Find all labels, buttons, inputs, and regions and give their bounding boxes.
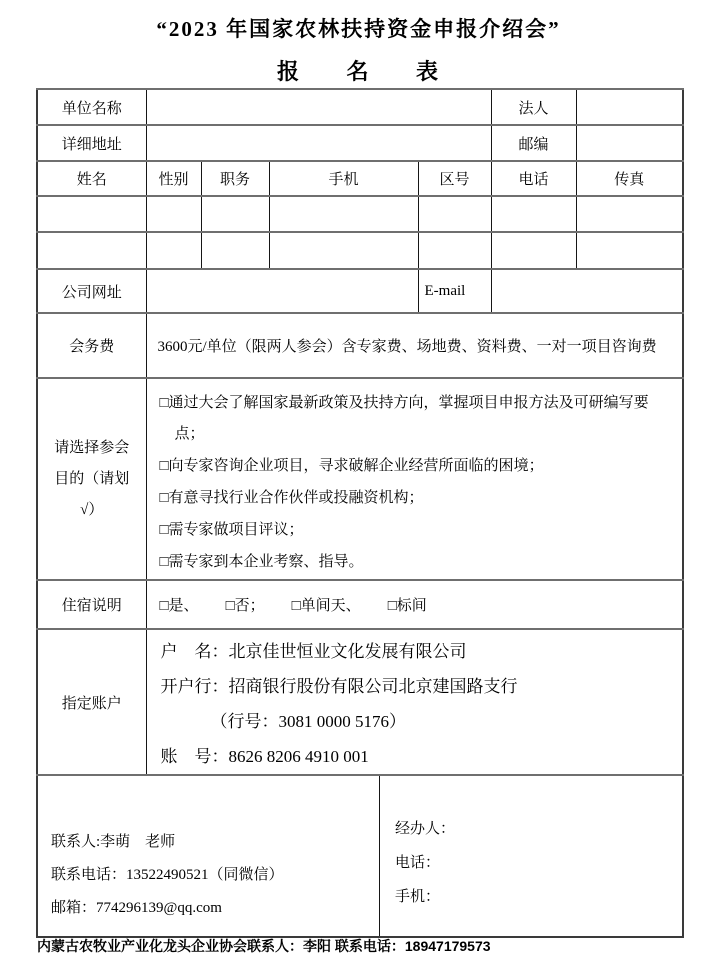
- col-header-areacode: 区号: [418, 161, 491, 196]
- accommodation-option-yes[interactable]: □是、: [159, 598, 199, 614]
- company-website-input[interactable]: [146, 269, 418, 313]
- organizer-contact-cell: [38, 776, 379, 936]
- attendee-cell[interactable]: [146, 196, 201, 232]
- attendee-cell[interactable]: [37, 196, 146, 232]
- page-title: “2023 年国家农林扶持资金申报介绍会”: [156, 17, 561, 41]
- account-bank-code: （行号：3081 0000 5176）: [210, 712, 406, 731]
- col-header-fax: 传真: [576, 161, 683, 196]
- contact-email: 邮箱：774296139@qq.com: [51, 900, 222, 916]
- legal-person-label: 法人: [491, 89, 576, 125]
- attendee-row-2: [37, 232, 683, 269]
- footer-text: 内蒙古农牧业产业化龙头企业协会联系人：李阳 联系电话：: [37, 938, 405, 954]
- postcode-label: 邮编: [491, 125, 576, 161]
- accommodation-label: 住宿说明: [37, 580, 146, 629]
- registration-table: [36, 88, 684, 938]
- fee-text: 3600元/单位（限两人参会）含专家费、场地费、资料费、一对一项目咨询费: [157, 339, 657, 355]
- footer-note: [37, 936, 491, 956]
- account-label: 指定账户: [37, 629, 146, 775]
- address-input[interactable]: [146, 125, 491, 161]
- attendee-cell[interactable]: [418, 196, 491, 232]
- accommodation-option-standard[interactable]: □标间: [387, 598, 427, 614]
- operator-phone-field[interactable]: 电话：: [395, 855, 441, 871]
- purpose-option-checkbox[interactable]: □向专家咨询企业项目，寻求破解企业经营所面临的困境；: [159, 458, 544, 474]
- legal-person-input[interactable]: [576, 89, 683, 125]
- unit-name-input[interactable]: [146, 89, 491, 125]
- col-header-gender: 性别: [146, 161, 201, 196]
- purpose-label-line: 请选择参会: [54, 439, 130, 456]
- operator-cell: [379, 776, 682, 936]
- accommodation-option-no[interactable]: □否；: [225, 598, 265, 614]
- account-holder-name: 户 名：北京佳世恒业文化发展有限公司: [160, 642, 467, 661]
- fee-text-cell: [146, 313, 683, 378]
- contacts-row: [37, 775, 683, 937]
- attendee-cell[interactable]: [491, 232, 576, 269]
- attendee-cell[interactable]: [37, 232, 146, 269]
- fee-label: 会务费: [37, 313, 146, 378]
- attendee-row-1: [37, 196, 683, 232]
- account-bank: 开户行：招商银行股份有限公司北京建国路支行: [160, 677, 518, 696]
- purpose-option-checkbox[interactable]: □需专家到本企业考察、指导。: [159, 554, 364, 570]
- email-input[interactable]: [491, 269, 683, 313]
- attendee-cell[interactable]: [576, 232, 683, 269]
- purpose-option-checkbox[interactable]: □需专家做项目评议；: [159, 522, 304, 538]
- postcode-input[interactable]: [576, 125, 683, 161]
- attendee-cell[interactable]: [146, 232, 201, 269]
- email-label: E-mail: [418, 269, 491, 313]
- contact-person: 联系人:李萌 老师: [51, 834, 176, 850]
- purpose-label: [37, 378, 146, 580]
- purpose-label-line: 目的（请划: [54, 470, 130, 487]
- attendee-cell[interactable]: [576, 196, 683, 232]
- account-info-cell: [146, 629, 683, 775]
- operator-mobile-field[interactable]: 手机：: [395, 889, 441, 905]
- purpose-option-checkbox[interactable]: □通过大会了解国家最新政策及扶持方向，掌握项目申报方法及可研编写要点；: [159, 395, 649, 442]
- operator-name-field[interactable]: 经办人：: [395, 821, 456, 837]
- form-name-subtitle: 报 名 表: [276, 59, 440, 84]
- col-header-mobile: 手机: [269, 161, 418, 196]
- attendee-cell[interactable]: [418, 232, 491, 269]
- contact-phone: 联系电话：13522490521（同微信）: [51, 867, 284, 883]
- accommodation-option-single[interactable]: □单间天、: [291, 598, 361, 614]
- attendee-cell[interactable]: [269, 232, 418, 269]
- col-header-phone: 电话: [491, 161, 576, 196]
- attendee-cell[interactable]: [201, 232, 269, 269]
- accommodation-cell: [146, 580, 683, 629]
- col-header-name: 姓名: [37, 161, 146, 196]
- account-number: 账 号：8626 8206 4910 001: [160, 747, 369, 766]
- attendee-cell[interactable]: [269, 196, 418, 232]
- attendee-cell[interactable]: [201, 196, 269, 232]
- purpose-label-line: √）: [80, 501, 104, 518]
- purpose-options-cell: [146, 378, 683, 580]
- unit-name-label: 单位名称: [37, 89, 146, 125]
- address-label: 详细地址: [37, 125, 146, 161]
- attendee-cell[interactable]: [491, 196, 576, 232]
- col-header-position: 职务: [201, 161, 269, 196]
- footer-phone: 18947179573: [404, 938, 491, 954]
- company-website-label: 公司网址: [37, 269, 146, 313]
- purpose-option-checkbox[interactable]: □有意寻找行业合作伙伴或投融资机构；: [159, 490, 424, 506]
